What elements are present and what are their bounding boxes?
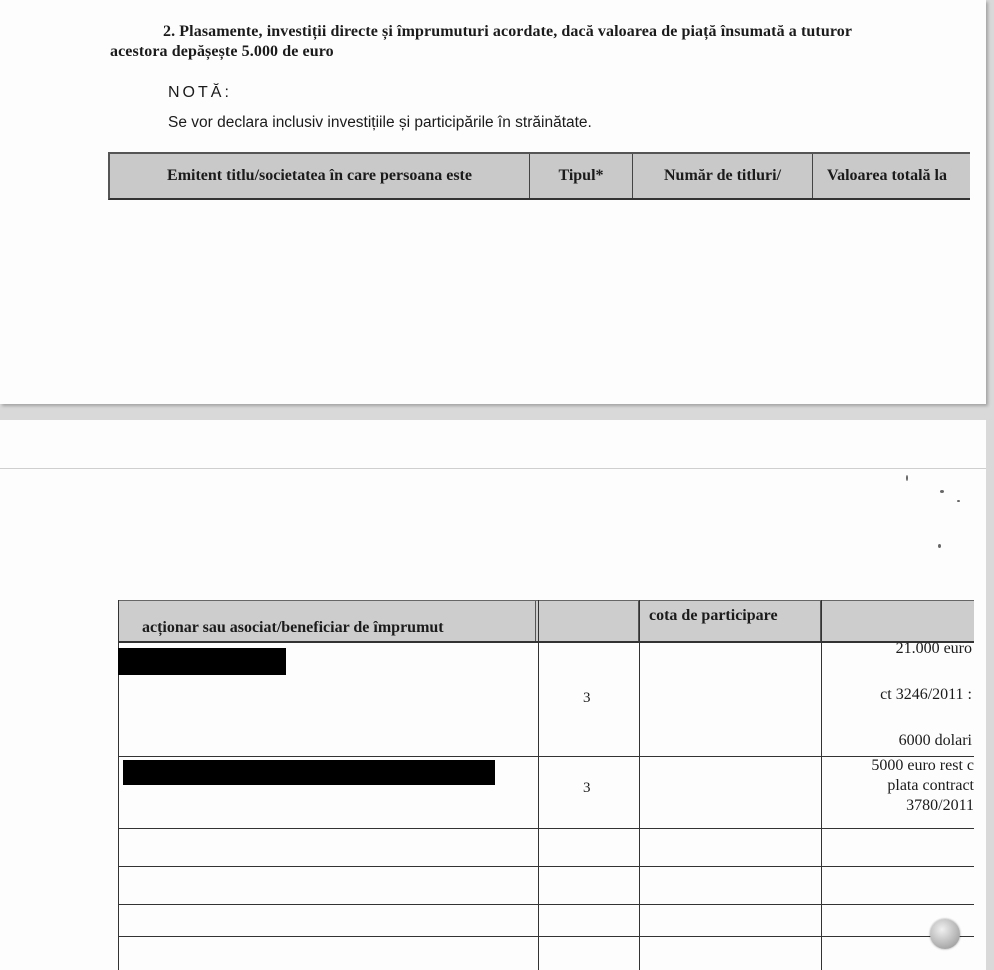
- document-page-bottom: [0, 420, 986, 970]
- page-divider: [0, 468, 986, 469]
- document-page-top: [0, 0, 986, 404]
- row1-valoare-line3: 6000 dolari: [898, 732, 972, 749]
- grid-line: [118, 866, 974, 867]
- header-valoare-totala: Valoarea totală la: [827, 167, 947, 184]
- scan-speck: [957, 500, 960, 502]
- grid-line: [821, 600, 822, 970]
- grid-line: [538, 600, 539, 970]
- header-valoare-cont: [821, 601, 974, 641]
- header-cota-participare: cota de participare: [639, 601, 821, 641]
- row1-valoare-line2: ct 3246/2011 :: [880, 686, 972, 703]
- header-tipul-cont: [536, 601, 639, 641]
- table-header-top: [108, 152, 970, 200]
- note-label: NOTĂ:: [168, 84, 232, 101]
- section-heading: 2. Plasamente, investiții directe și împrumuturi acordate, dacă valoarea de piață însumată a tuturor acestora depășește 5.000 de euro: [110, 23, 852, 60]
- header-emitent: Emitent titlu/societatea în care persoana este: [110, 154, 530, 198]
- grid-line: [118, 904, 974, 905]
- scan-speck: [938, 544, 941, 548]
- header-actionar: acționar sau asociat/beneficiar de împrumut: [118, 601, 536, 641]
- row1-valoare-line1: 21.000 euro: [895, 640, 972, 657]
- scan-speck: [906, 475, 908, 481]
- row2-tipul: 3: [583, 780, 591, 796]
- redacted-name: [123, 760, 495, 785]
- table-header-bottom: [118, 600, 974, 643]
- scan-hole-punch: [930, 919, 960, 949]
- header-tipul: Tipul*: [530, 154, 633, 198]
- scan-speck: [940, 490, 944, 493]
- grid-line: [118, 828, 974, 829]
- note-text: Se vor declara inclusiv investițiile și participările în străinătate.: [168, 114, 592, 131]
- row2-valoare-line1: 5000 euro rest c: [871, 757, 974, 774]
- grid-line: [639, 600, 640, 970]
- row2-valoare-line3: 3780/2011: [906, 797, 974, 814]
- row2-valoare-line2: plata contract: [887, 777, 974, 794]
- header-numar-titluri: Număr de titluri/: [633, 154, 813, 198]
- row1-tipul: 3: [583, 690, 591, 706]
- grid-line: [118, 936, 974, 937]
- redacted-name: [118, 648, 286, 675]
